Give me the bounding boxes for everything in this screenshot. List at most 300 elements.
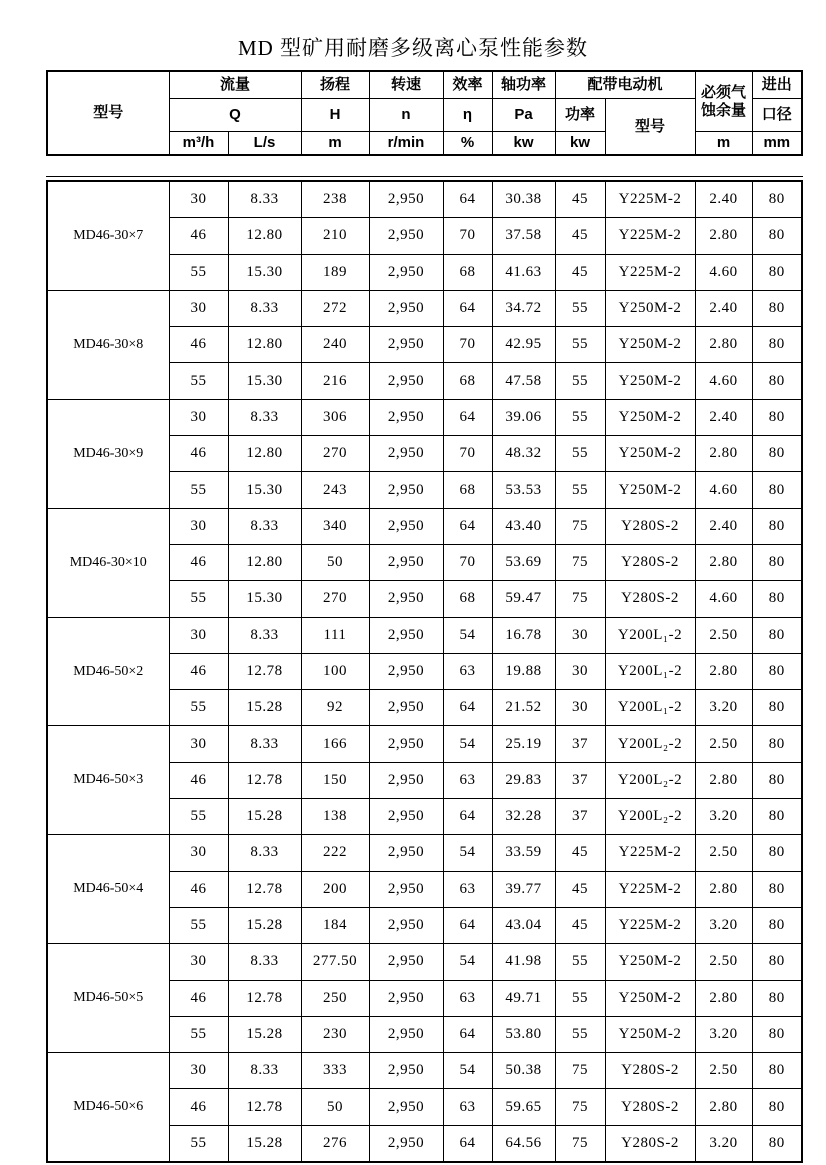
- flow-m3h-cell: 55: [169, 581, 228, 617]
- motor-power-kw-cell: 55: [555, 436, 605, 472]
- motor-model-cell: Y200L₂-2: [605, 762, 695, 798]
- table-row: [47, 617, 802, 653]
- motor-model-cell: Y250M-2: [605, 980, 695, 1016]
- flow-ls-cell: 8.33: [228, 181, 301, 218]
- pump-model-cell: MD46-30×9: [47, 399, 169, 508]
- npsh-m-cell: 2.50: [695, 726, 752, 762]
- head-m-cell: 184: [301, 907, 369, 943]
- flow-ls-cell: 8.33: [228, 944, 301, 980]
- motor-model-cell: Y250M-2: [605, 472, 695, 508]
- bore-mm-cell: 80: [752, 799, 802, 835]
- head-m-cell: 50: [301, 544, 369, 580]
- head-m-cell: 111: [301, 617, 369, 653]
- unit-motor-power-kw: kw: [555, 132, 605, 156]
- efficiency-pct-cell: 63: [443, 1089, 492, 1125]
- head-m-cell: 270: [301, 436, 369, 472]
- flow-ls-cell: 15.30: [228, 363, 301, 399]
- flow-m3h-cell: 30: [169, 617, 228, 653]
- head-m-cell: 50: [301, 1089, 369, 1125]
- motor-power-kw-cell: 45: [555, 835, 605, 871]
- speed-rpm-cell: 2,950: [369, 1125, 443, 1162]
- flow-m3h-cell: 55: [169, 799, 228, 835]
- motor-model-cell: Y280S-2: [605, 1089, 695, 1125]
- col-header-motor: 配带电动机: [555, 71, 695, 99]
- motor-power-kw-cell: 55: [555, 327, 605, 363]
- col-header-head: 扬程: [301, 71, 369, 99]
- motor-power-kw-cell: 45: [555, 907, 605, 943]
- efficiency-pct-cell: 64: [443, 799, 492, 835]
- bore-mm-cell: 80: [752, 835, 802, 871]
- bore-mm-cell: 80: [752, 290, 802, 326]
- efficiency-pct-cell: 64: [443, 690, 492, 726]
- table-row: [47, 835, 802, 871]
- motor-model-cell: Y250M-2: [605, 1016, 695, 1052]
- head-m-cell: 250: [301, 980, 369, 1016]
- head-m-cell: 150: [301, 762, 369, 798]
- npsh-m-cell: 2.40: [695, 508, 752, 544]
- motor-power-kw-cell: 30: [555, 690, 605, 726]
- unit-flow-m3h: m³/h: [169, 132, 228, 156]
- shaft-power-kw-cell: 19.88: [492, 653, 555, 689]
- npsh-m-cell: 4.60: [695, 581, 752, 617]
- shaft-power-kw-cell: 43.40: [492, 508, 555, 544]
- flow-m3h-cell: 55: [169, 472, 228, 508]
- flow-ls-cell: 15.30: [228, 472, 301, 508]
- bore-mm-cell: 80: [752, 653, 802, 689]
- speed-rpm-cell: 2,950: [369, 290, 443, 326]
- speed-rpm-cell: 2,950: [369, 1053, 443, 1089]
- flow-ls-cell: 12.80: [228, 544, 301, 580]
- npsh-m-cell: 2.40: [695, 181, 752, 218]
- efficiency-pct-cell: 64: [443, 181, 492, 218]
- speed-rpm-cell: 2,950: [369, 835, 443, 871]
- bore-mm-cell: 80: [752, 762, 802, 798]
- speed-rpm-cell: 2,950: [369, 690, 443, 726]
- efficiency-pct-cell: 54: [443, 835, 492, 871]
- flow-m3h-cell: 55: [169, 1125, 228, 1162]
- shaft-power-kw-cell: 39.77: [492, 871, 555, 907]
- shaft-power-kw-cell: 30.38: [492, 181, 555, 218]
- head-m-cell: 243: [301, 472, 369, 508]
- bore-mm-cell: 80: [752, 1053, 802, 1089]
- flow-m3h-cell: 46: [169, 218, 228, 254]
- speed-rpm-cell: 2,950: [369, 871, 443, 907]
- flow-m3h-cell: 46: [169, 544, 228, 580]
- motor-power-kw-cell: 55: [555, 472, 605, 508]
- flow-ls-cell: 12.80: [228, 436, 301, 472]
- head-m-cell: 189: [301, 254, 369, 290]
- unit-efficiency-pct: %: [443, 132, 492, 156]
- shaft-power-kw-cell: 33.59: [492, 835, 555, 871]
- npsh-m-cell: 2.80: [695, 544, 752, 580]
- npsh-m-cell: 2.40: [695, 290, 752, 326]
- flow-ls-cell: 8.33: [228, 1053, 301, 1089]
- page-title: MD 型矿用耐磨多级离心泵性能参数: [237, 36, 589, 60]
- efficiency-pct-cell: 54: [443, 1053, 492, 1089]
- head-m-cell: 272: [301, 290, 369, 326]
- unit-bore-mm: mm: [752, 132, 802, 156]
- motor-power-kw-cell: 75: [555, 544, 605, 580]
- motor-model-cell: Y200L₁-2: [605, 690, 695, 726]
- npsh-m-cell: 2.80: [695, 327, 752, 363]
- efficiency-pct-cell: 54: [443, 726, 492, 762]
- bore-mm-cell: 80: [752, 944, 802, 980]
- motor-power-kw-cell: 75: [555, 508, 605, 544]
- flow-ls-cell: 8.33: [228, 508, 301, 544]
- col-header-npsh: 必须气蚀余量: [695, 71, 752, 132]
- motor-power-kw-cell: 75: [555, 1089, 605, 1125]
- col-header-speed: 转速: [369, 71, 443, 99]
- efficiency-pct-cell: 70: [443, 544, 492, 580]
- head-m-cell: 230: [301, 1016, 369, 1052]
- speed-rpm-cell: 2,950: [369, 508, 443, 544]
- speed-rpm-cell: 2,950: [369, 581, 443, 617]
- motor-model-cell: Y280S-2: [605, 581, 695, 617]
- flow-m3h-cell: 30: [169, 726, 228, 762]
- motor-model-cell: Y250M-2: [605, 944, 695, 980]
- efficiency-pct-cell: 63: [443, 762, 492, 798]
- npsh-m-cell: 2.80: [695, 436, 752, 472]
- shaft-power-kw-cell: 53.53: [492, 472, 555, 508]
- bore-mm-cell: 80: [752, 218, 802, 254]
- efficiency-pct-cell: 68: [443, 363, 492, 399]
- npsh-m-cell: 2.50: [695, 617, 752, 653]
- motor-model-cell: Y280S-2: [605, 1053, 695, 1089]
- data-table-top-rule: [46, 176, 803, 177]
- motor-model-cell: Y200L₁-2: [605, 653, 695, 689]
- flow-ls-cell: 15.28: [228, 1125, 301, 1162]
- flow-m3h-cell: 55: [169, 1016, 228, 1052]
- motor-model-cell: Y225M-2: [605, 871, 695, 907]
- flow-m3h-cell: 30: [169, 1053, 228, 1089]
- npsh-m-cell: 3.20: [695, 1016, 752, 1052]
- head-m-cell: 138: [301, 799, 369, 835]
- shaft-power-kw-cell: 49.71: [492, 980, 555, 1016]
- head-m-cell: 333: [301, 1053, 369, 1089]
- bore-mm-cell: 80: [752, 1125, 802, 1162]
- flow-ls-cell: 15.30: [228, 581, 301, 617]
- col-header-flow: 流量: [169, 71, 301, 99]
- motor-power-kw-cell: 75: [555, 1125, 605, 1162]
- flow-m3h-cell: 46: [169, 871, 228, 907]
- shaft-power-kw-cell: 21.52: [492, 690, 555, 726]
- bore-mm-cell: 80: [752, 871, 802, 907]
- motor-model-cell: Y250M-2: [605, 327, 695, 363]
- shaft-power-kw-cell: 41.98: [492, 944, 555, 980]
- symbol-efficiency-eta: η: [443, 99, 492, 132]
- bore-mm-cell: 80: [752, 581, 802, 617]
- speed-rpm-cell: 2,950: [369, 1016, 443, 1052]
- speed-rpm-cell: 2,950: [369, 980, 443, 1016]
- performance-table-body: [47, 181, 802, 1162]
- speed-rpm-cell: 2,950: [369, 218, 443, 254]
- flow-ls-cell: 15.28: [228, 690, 301, 726]
- pump-model-cell: MD46-30×10: [47, 508, 169, 617]
- bore-mm-cell: 80: [752, 363, 802, 399]
- shaft-power-kw-cell: 42.95: [492, 327, 555, 363]
- head-m-cell: 340: [301, 508, 369, 544]
- motor-model-cell: Y200L₂-2: [605, 726, 695, 762]
- efficiency-pct-cell: 68: [443, 254, 492, 290]
- motor-model-cell: Y280S-2: [605, 544, 695, 580]
- speed-rpm-cell: 2,950: [369, 907, 443, 943]
- speed-rpm-cell: 2,950: [369, 472, 443, 508]
- table-row: [47, 290, 802, 326]
- shaft-power-kw-cell: 53.80: [492, 1016, 555, 1052]
- unit-flow-ls: L/s: [228, 132, 301, 156]
- head-m-cell: 238: [301, 181, 369, 218]
- efficiency-pct-cell: 70: [443, 327, 492, 363]
- motor-power-kw-cell: 55: [555, 1016, 605, 1052]
- efficiency-pct-cell: 63: [443, 980, 492, 1016]
- motor-power-kw-cell: 37: [555, 726, 605, 762]
- bore-mm-cell: 80: [752, 436, 802, 472]
- flow-m3h-cell: 30: [169, 290, 228, 326]
- npsh-m-cell: 2.50: [695, 944, 752, 980]
- shaft-power-kw-cell: 25.19: [492, 726, 555, 762]
- flow-m3h-cell: 46: [169, 762, 228, 798]
- shaft-power-kw-cell: 48.32: [492, 436, 555, 472]
- head-m-cell: 210: [301, 218, 369, 254]
- symbol-flow-q: Q: [169, 99, 301, 132]
- shaft-power-kw-cell: 41.63: [492, 254, 555, 290]
- speed-rpm-cell: 2,950: [369, 399, 443, 435]
- col-header-efficiency: 效率: [443, 71, 492, 99]
- symbol-head-h: H: [301, 99, 369, 132]
- head-m-cell: 222: [301, 835, 369, 871]
- motor-power-kw-cell: 75: [555, 581, 605, 617]
- bore-mm-cell: 80: [752, 617, 802, 653]
- bore-mm-cell: 80: [752, 327, 802, 363]
- shaft-power-kw-cell: 34.72: [492, 290, 555, 326]
- flow-m3h-cell: 46: [169, 327, 228, 363]
- table-row: [47, 726, 802, 762]
- efficiency-pct-cell: 64: [443, 290, 492, 326]
- motor-model-cell: Y250M-2: [605, 290, 695, 326]
- motor-model-cell: Y225M-2: [605, 835, 695, 871]
- npsh-m-cell: 2.80: [695, 980, 752, 1016]
- motor-power-kw-cell: 30: [555, 617, 605, 653]
- bore-mm-cell: 80: [752, 726, 802, 762]
- motor-power-kw-cell: 37: [555, 799, 605, 835]
- unit-npsh-m: m: [695, 132, 752, 156]
- flow-ls-cell: 12.80: [228, 327, 301, 363]
- speed-rpm-cell: 2,950: [369, 653, 443, 689]
- speed-rpm-cell: 2,950: [369, 181, 443, 218]
- motor-model-cell: Y250M-2: [605, 436, 695, 472]
- motor-power-kw-cell: 45: [555, 254, 605, 290]
- shaft-power-kw-cell: 53.69: [492, 544, 555, 580]
- shaft-power-kw-cell: 16.78: [492, 617, 555, 653]
- flow-ls-cell: 8.33: [228, 617, 301, 653]
- motor-power-kw-cell: 55: [555, 399, 605, 435]
- head-m-cell: 240: [301, 327, 369, 363]
- flow-ls-cell: 8.33: [228, 290, 301, 326]
- shaft-power-kw-cell: 47.58: [492, 363, 555, 399]
- flow-ls-cell: 12.78: [228, 871, 301, 907]
- bore-mm-cell: 80: [752, 690, 802, 726]
- efficiency-pct-cell: 64: [443, 399, 492, 435]
- flow-m3h-cell: 30: [169, 835, 228, 871]
- pump-model-cell: MD46-50×6: [47, 1053, 169, 1162]
- pump-model-cell: MD46-50×5: [47, 944, 169, 1053]
- speed-rpm-cell: 2,950: [369, 799, 443, 835]
- bore-mm-cell: 80: [752, 399, 802, 435]
- flow-ls-cell: 8.33: [228, 835, 301, 871]
- speed-rpm-cell: 2,950: [369, 363, 443, 399]
- flow-m3h-cell: 46: [169, 980, 228, 1016]
- bore-mm-cell: 80: [752, 1016, 802, 1052]
- efficiency-pct-cell: 64: [443, 1016, 492, 1052]
- head-m-cell: 216: [301, 363, 369, 399]
- npsh-m-cell: 4.60: [695, 363, 752, 399]
- unit-speed-rpm: r/min: [369, 132, 443, 156]
- col-header-pump-model: 型号: [47, 71, 169, 155]
- bore-mm-cell: 80: [752, 980, 802, 1016]
- flow-m3h-cell: 30: [169, 944, 228, 980]
- npsh-m-cell: 2.50: [695, 835, 752, 871]
- pump-model-cell: MD46-50×2: [47, 617, 169, 726]
- head-m-cell: 277.50: [301, 944, 369, 980]
- shaft-power-kw-cell: 43.04: [492, 907, 555, 943]
- bore-mm-cell: 80: [752, 508, 802, 544]
- motor-power-kw-cell: 30: [555, 653, 605, 689]
- motor-model-cell: Y200L₁-2: [605, 617, 695, 653]
- motor-power-kw-cell: 55: [555, 980, 605, 1016]
- flow-ls-cell: 15.30: [228, 254, 301, 290]
- pump-model-cell: MD46-50×3: [47, 726, 169, 835]
- speed-rpm-cell: 2,950: [369, 327, 443, 363]
- flow-m3h-cell: 30: [169, 508, 228, 544]
- head-m-cell: 92: [301, 690, 369, 726]
- speed-rpm-cell: 2,950: [369, 726, 443, 762]
- bore-mm-cell: 80: [752, 544, 802, 580]
- flow-ls-cell: 12.80: [228, 218, 301, 254]
- efficiency-pct-cell: 68: [443, 581, 492, 617]
- npsh-m-cell: 2.40: [695, 399, 752, 435]
- flow-ls-cell: 15.28: [228, 799, 301, 835]
- performance-table: [46, 180, 803, 1163]
- efficiency-pct-cell: 54: [443, 944, 492, 980]
- motor-power-kw-cell: 45: [555, 218, 605, 254]
- bore-mm-cell: 80: [752, 254, 802, 290]
- npsh-m-cell: 3.20: [695, 799, 752, 835]
- flow-m3h-cell: 55: [169, 690, 228, 726]
- flow-ls-cell: 8.33: [228, 726, 301, 762]
- efficiency-pct-cell: 63: [443, 871, 492, 907]
- pump-model-cell: MD46-30×8: [47, 290, 169, 399]
- flow-m3h-cell: 46: [169, 1089, 228, 1125]
- npsh-m-cell: 3.20: [695, 690, 752, 726]
- npsh-m-cell: 2.80: [695, 218, 752, 254]
- bore-mm-cell: 80: [752, 472, 802, 508]
- shaft-power-kw-cell: 37.58: [492, 218, 555, 254]
- flow-m3h-cell: 46: [169, 653, 228, 689]
- flow-ls-cell: 8.33: [228, 399, 301, 435]
- npsh-m-cell: 2.80: [695, 871, 752, 907]
- motor-model-cell: Y225M-2: [605, 218, 695, 254]
- motor-power-kw-cell: 45: [555, 181, 605, 218]
- flow-m3h-cell: 55: [169, 254, 228, 290]
- header-table: [46, 70, 803, 156]
- shaft-power-kw-cell: 59.65: [492, 1089, 555, 1125]
- motor-model-cell: Y250M-2: [605, 399, 695, 435]
- efficiency-pct-cell: 63: [443, 653, 492, 689]
- bore-mm-cell: 80: [752, 1089, 802, 1125]
- motor-power-kw-cell: 75: [555, 1053, 605, 1089]
- motor-model-cell: Y280S-2: [605, 1125, 695, 1162]
- head-m-cell: 270: [301, 581, 369, 617]
- pump-model-cell: MD46-50×4: [47, 835, 169, 944]
- motor-model-cell: Y225M-2: [605, 181, 695, 218]
- motor-model-cell: Y200L₂-2: [605, 799, 695, 835]
- speed-rpm-cell: 2,950: [369, 436, 443, 472]
- col-header-motor-model: 型号: [605, 99, 695, 156]
- unit-shaft-power-kw: kw: [492, 132, 555, 156]
- efficiency-pct-cell: 64: [443, 1125, 492, 1162]
- bore-mm-cell: 80: [752, 907, 802, 943]
- head-m-cell: 166: [301, 726, 369, 762]
- col-header-shaft-power: 轴功率: [492, 71, 555, 99]
- npsh-m-cell: 2.80: [695, 653, 752, 689]
- motor-model-cell: Y225M-2: [605, 254, 695, 290]
- table-row: [47, 508, 802, 544]
- speed-rpm-cell: 2,950: [369, 762, 443, 798]
- flow-m3h-cell: 46: [169, 436, 228, 472]
- motor-model-cell: Y250M-2: [605, 363, 695, 399]
- flow-m3h-cell: 55: [169, 907, 228, 943]
- npsh-m-cell: 3.20: [695, 907, 752, 943]
- speed-rpm-cell: 2,950: [369, 254, 443, 290]
- speed-rpm-cell: 2,950: [369, 944, 443, 980]
- efficiency-pct-cell: 70: [443, 436, 492, 472]
- efficiency-pct-cell: 64: [443, 508, 492, 544]
- motor-model-cell: Y225M-2: [605, 907, 695, 943]
- motor-power-kw-cell: 55: [555, 944, 605, 980]
- symbol-shaft-power-pa: Pa: [492, 99, 555, 132]
- head-m-cell: 200: [301, 871, 369, 907]
- speed-rpm-cell: 2,950: [369, 1089, 443, 1125]
- table-row: [47, 399, 802, 435]
- flow-ls-cell: 15.28: [228, 907, 301, 943]
- npsh-m-cell: 3.20: [695, 1125, 752, 1162]
- efficiency-pct-cell: 54: [443, 617, 492, 653]
- bore-mm-cell: 80: [752, 181, 802, 218]
- flow-m3h-cell: 30: [169, 181, 228, 218]
- npsh-m-cell: 2.80: [695, 1089, 752, 1125]
- symbol-speed-n: n: [369, 99, 443, 132]
- shaft-power-kw-cell: 50.38: [492, 1053, 555, 1089]
- npsh-m-cell: 2.80: [695, 762, 752, 798]
- flow-ls-cell: 15.28: [228, 1016, 301, 1052]
- motor-power-kw-cell: 55: [555, 363, 605, 399]
- flow-m3h-cell: 55: [169, 363, 228, 399]
- shaft-power-kw-cell: 64.56: [492, 1125, 555, 1162]
- shaft-power-kw-cell: 32.28: [492, 799, 555, 835]
- col-header-bore-line1: 进出: [752, 71, 802, 99]
- shaft-power-kw-cell: 59.47: [492, 581, 555, 617]
- efficiency-pct-cell: 68: [443, 472, 492, 508]
- npsh-m-cell: 4.60: [695, 254, 752, 290]
- flow-ls-cell: 12.78: [228, 980, 301, 1016]
- flow-ls-cell: 12.78: [228, 762, 301, 798]
- motor-power-kw-cell: 37: [555, 762, 605, 798]
- shaft-power-kw-cell: 29.83: [492, 762, 555, 798]
- table-row: [47, 944, 802, 980]
- efficiency-pct-cell: 70: [443, 218, 492, 254]
- npsh-m-cell: 4.60: [695, 472, 752, 508]
- flow-m3h-cell: 30: [169, 399, 228, 435]
